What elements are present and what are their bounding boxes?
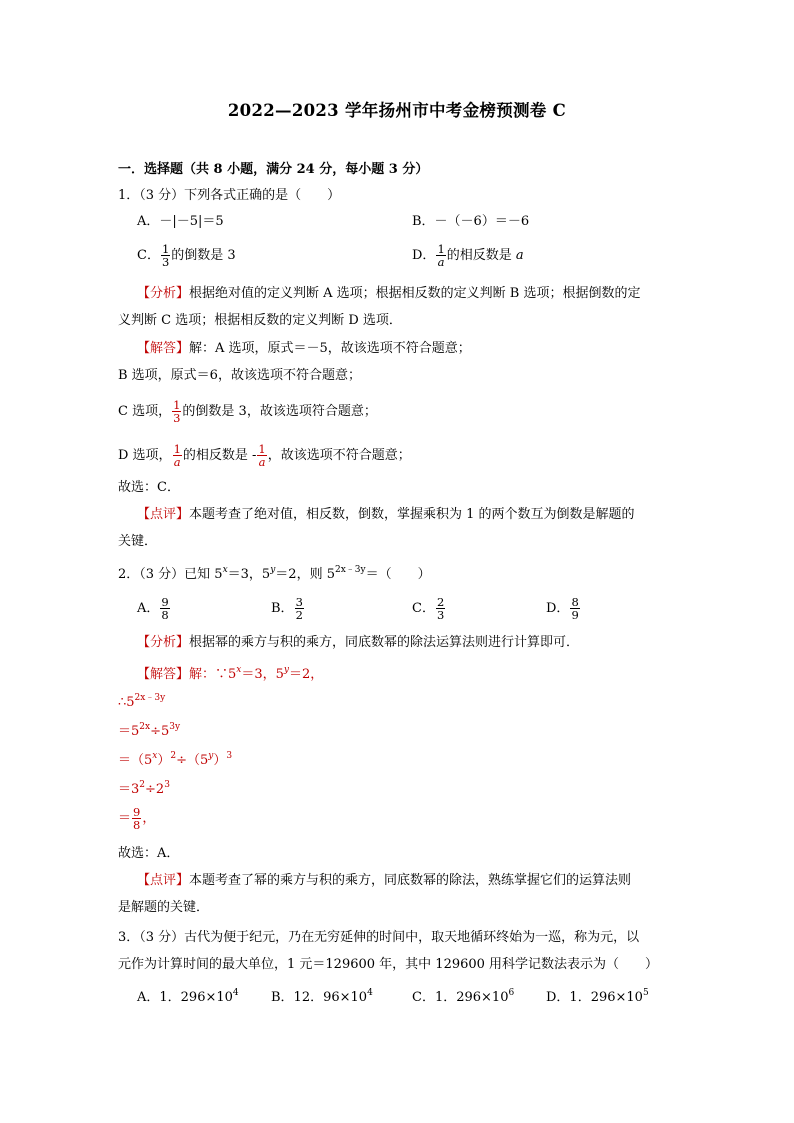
option-label: C． <box>412 601 435 616</box>
denominator: 8 <box>161 608 169 622</box>
q1-analysis <box>137 285 641 303</box>
option-text: 的倒数是 3 <box>171 248 236 263</box>
denominator: 3 <box>173 411 181 425</box>
q1-answer-line-4 <box>118 443 411 468</box>
text: ＝3，5 <box>241 667 284 682</box>
fraction <box>436 596 445 621</box>
numerator: 1 <box>258 442 266 456</box>
text: 的倒数是 3，故该选项符合题意； <box>182 404 377 419</box>
text: ＝2， <box>289 667 324 682</box>
q3-option-d <box>546 984 649 1007</box>
fraction <box>161 243 170 268</box>
option-text: D．1．296×10 <box>546 990 643 1005</box>
text: ÷2 <box>145 782 165 797</box>
q2-option-a <box>137 596 171 621</box>
option-label: B． <box>271 601 294 616</box>
q1-choice: 故选：C． <box>118 480 180 495</box>
denominator: a <box>437 255 445 269</box>
superscript: 2x﹣3y <box>334 565 366 575</box>
variable: a <box>515 248 524 263</box>
q2-step-4 <box>118 776 170 799</box>
q2-choice: 故选：A． <box>118 846 180 861</box>
q1-comment-cont: 关键． <box>118 534 158 549</box>
text: ＝（ ） <box>365 567 431 582</box>
q2-step-3 <box>118 747 232 770</box>
superscript: 3y <box>169 722 181 732</box>
text: ＝ <box>118 811 132 826</box>
fraction <box>295 596 304 621</box>
superscript: x <box>222 565 228 575</box>
superscript: y <box>270 565 276 575</box>
text: ＝3，5 <box>227 567 271 582</box>
q2-option-d <box>546 596 581 621</box>
q2-comment <box>137 872 631 890</box>
text: D 选项， <box>118 448 172 463</box>
superscript: y <box>208 751 214 761</box>
numerator: 3 <box>295 595 303 609</box>
q2-option-b <box>271 596 305 621</box>
q2-analysis <box>137 634 579 652</box>
numerator: 8 <box>571 595 579 609</box>
q3-option-a <box>137 984 239 1007</box>
option-text: A．1．296×10 <box>137 990 233 1005</box>
q1-analysis-cont: 义判断 C 选项；根据相反数的定义判断 D 选项． <box>118 313 402 328</box>
text: ＝2，则 5 <box>275 567 335 582</box>
q1-option-c <box>137 243 236 268</box>
answer-text: 解：A 选项，原式＝－5，故该选项不符合题意； <box>189 341 471 356</box>
numerator: 1 <box>173 442 181 456</box>
analysis-text: 根据幂的乘方与积的乘方，同底数幂的除法运算法则进行计算即可． <box>189 635 580 650</box>
superscript: y <box>283 665 290 675</box>
analysis-tag: 【分析】 <box>137 286 190 301</box>
text: ＝5 <box>118 724 140 739</box>
numerator: 1 <box>161 242 170 256</box>
text: ） <box>213 753 227 768</box>
superscript: 2x <box>139 722 151 732</box>
text: ＝（5 <box>118 753 153 768</box>
text: 解：∵5 <box>189 667 237 682</box>
denominator: a <box>173 455 181 469</box>
q1-answer-line-2: B 选项，原式＝6，故该选项不符合题意； <box>118 368 361 383</box>
denominator: a <box>258 455 266 469</box>
superscript: 2x﹣3y <box>134 693 166 703</box>
option-label: C． <box>137 248 160 263</box>
superscript: 6 <box>508 988 515 998</box>
q3-stem: 3．（3 分）古代为便于纪元，乃在无穷延伸的时间中，取天地循环终始为一巡，称为元，以 <box>118 930 640 945</box>
document-title: 2022—2023 学年扬州市中考金榜预测卷 C <box>227 101 567 120</box>
analysis-tag: 【分析】 <box>137 635 190 650</box>
numerator: 1 <box>437 242 445 256</box>
q2-step-2 <box>118 718 180 741</box>
option-text: B．12．96×10 <box>271 990 368 1005</box>
fraction <box>173 443 182 468</box>
denominator: 3 <box>436 608 445 622</box>
option-text: 的相反数是 <box>446 248 512 263</box>
fraction <box>436 243 445 268</box>
fraction <box>257 443 266 468</box>
q2-step-5 <box>118 806 155 831</box>
text: 的相反数是 - <box>182 448 257 463</box>
text: ） <box>157 753 171 768</box>
numerator: 9 <box>133 805 141 819</box>
superscript: 2 <box>170 751 177 761</box>
superscript: 4 <box>367 988 373 998</box>
q2-comment-cont: 是解题的关键． <box>118 900 210 915</box>
comment-tag: 【点评】 <box>137 507 190 522</box>
q2-answer <box>137 661 323 684</box>
answer-tag: 【解答】 <box>137 667 190 682</box>
numerator: 1 <box>173 398 181 412</box>
fraction <box>172 399 181 424</box>
q1-option-d <box>412 243 524 268</box>
comment-text: 本题考查了绝对值，相反数，倒数，掌握乘积为 1 的两个数互为倒数是解题的 <box>189 507 635 522</box>
q1-answer <box>137 340 471 358</box>
answer-tag: 【解答】 <box>137 341 190 356</box>
q2-option-c <box>412 596 446 621</box>
text: ＝3 <box>118 782 140 797</box>
q3-option-c <box>412 984 514 1007</box>
superscript: 3 <box>164 780 170 790</box>
q3-option-b <box>271 984 373 1007</box>
fraction <box>570 596 579 621</box>
q1-comment <box>137 506 635 524</box>
section-heading: 一．选择题（共 8 小题，满分 24 分，每小题 3 分） <box>118 162 429 177</box>
text: C 选项， <box>118 404 172 419</box>
analysis-text: 根据绝对值的定义判断 A 选项；根据相反数的定义判断 B 选项；根据倒数的定 <box>189 286 641 301</box>
text: 2．（3 分）已知 5 <box>118 567 223 582</box>
text: ，故该选项不符合题意； <box>267 448 411 463</box>
superscript: 3 <box>226 751 233 761</box>
numerator: 2 <box>436 595 445 609</box>
q2-step-1 <box>118 689 165 712</box>
fraction <box>160 596 169 621</box>
q1-option-a: A．－|－5|＝5 <box>137 214 224 229</box>
text: ÷5 <box>150 724 170 739</box>
denominator: 9 <box>571 608 579 622</box>
q2-stem <box>118 561 431 584</box>
text: ， <box>142 811 156 826</box>
option-label: A． <box>137 601 160 616</box>
superscript: x <box>236 665 242 675</box>
text: ÷（5 <box>176 753 209 768</box>
superscript: 4 <box>232 988 239 998</box>
text: ∴5 <box>118 695 135 710</box>
superscript: x <box>152 751 158 761</box>
denominator: 8 <box>133 818 141 832</box>
superscript: 2 <box>139 780 146 790</box>
q1-option-b: B．－（－6）＝－6 <box>412 214 530 229</box>
fraction <box>132 806 141 831</box>
option-text: C．1．296×10 <box>412 990 509 1005</box>
q1-answer-line-3 <box>118 399 377 424</box>
numerator: 9 <box>161 595 169 609</box>
denominator: 2 <box>295 608 303 622</box>
option-label: D． <box>412 248 436 263</box>
q1-stem: 1．（3 分）下列各式正确的是（ ） <box>118 188 341 203</box>
comment-tag: 【点评】 <box>137 873 190 888</box>
q3-stem-cont: 元作为计算时间的最大单位，1 元＝129600 年，其中 129600 用科学记数法表示为（ ） <box>118 957 659 972</box>
comment-text: 本题考查了幂的乘方与积的乘方，同底数幂的除法，熟练掌握它们的运算法则 <box>189 873 632 888</box>
superscript: 5 <box>642 988 649 998</box>
option-label: D． <box>546 601 570 616</box>
denominator: 3 <box>161 255 170 269</box>
